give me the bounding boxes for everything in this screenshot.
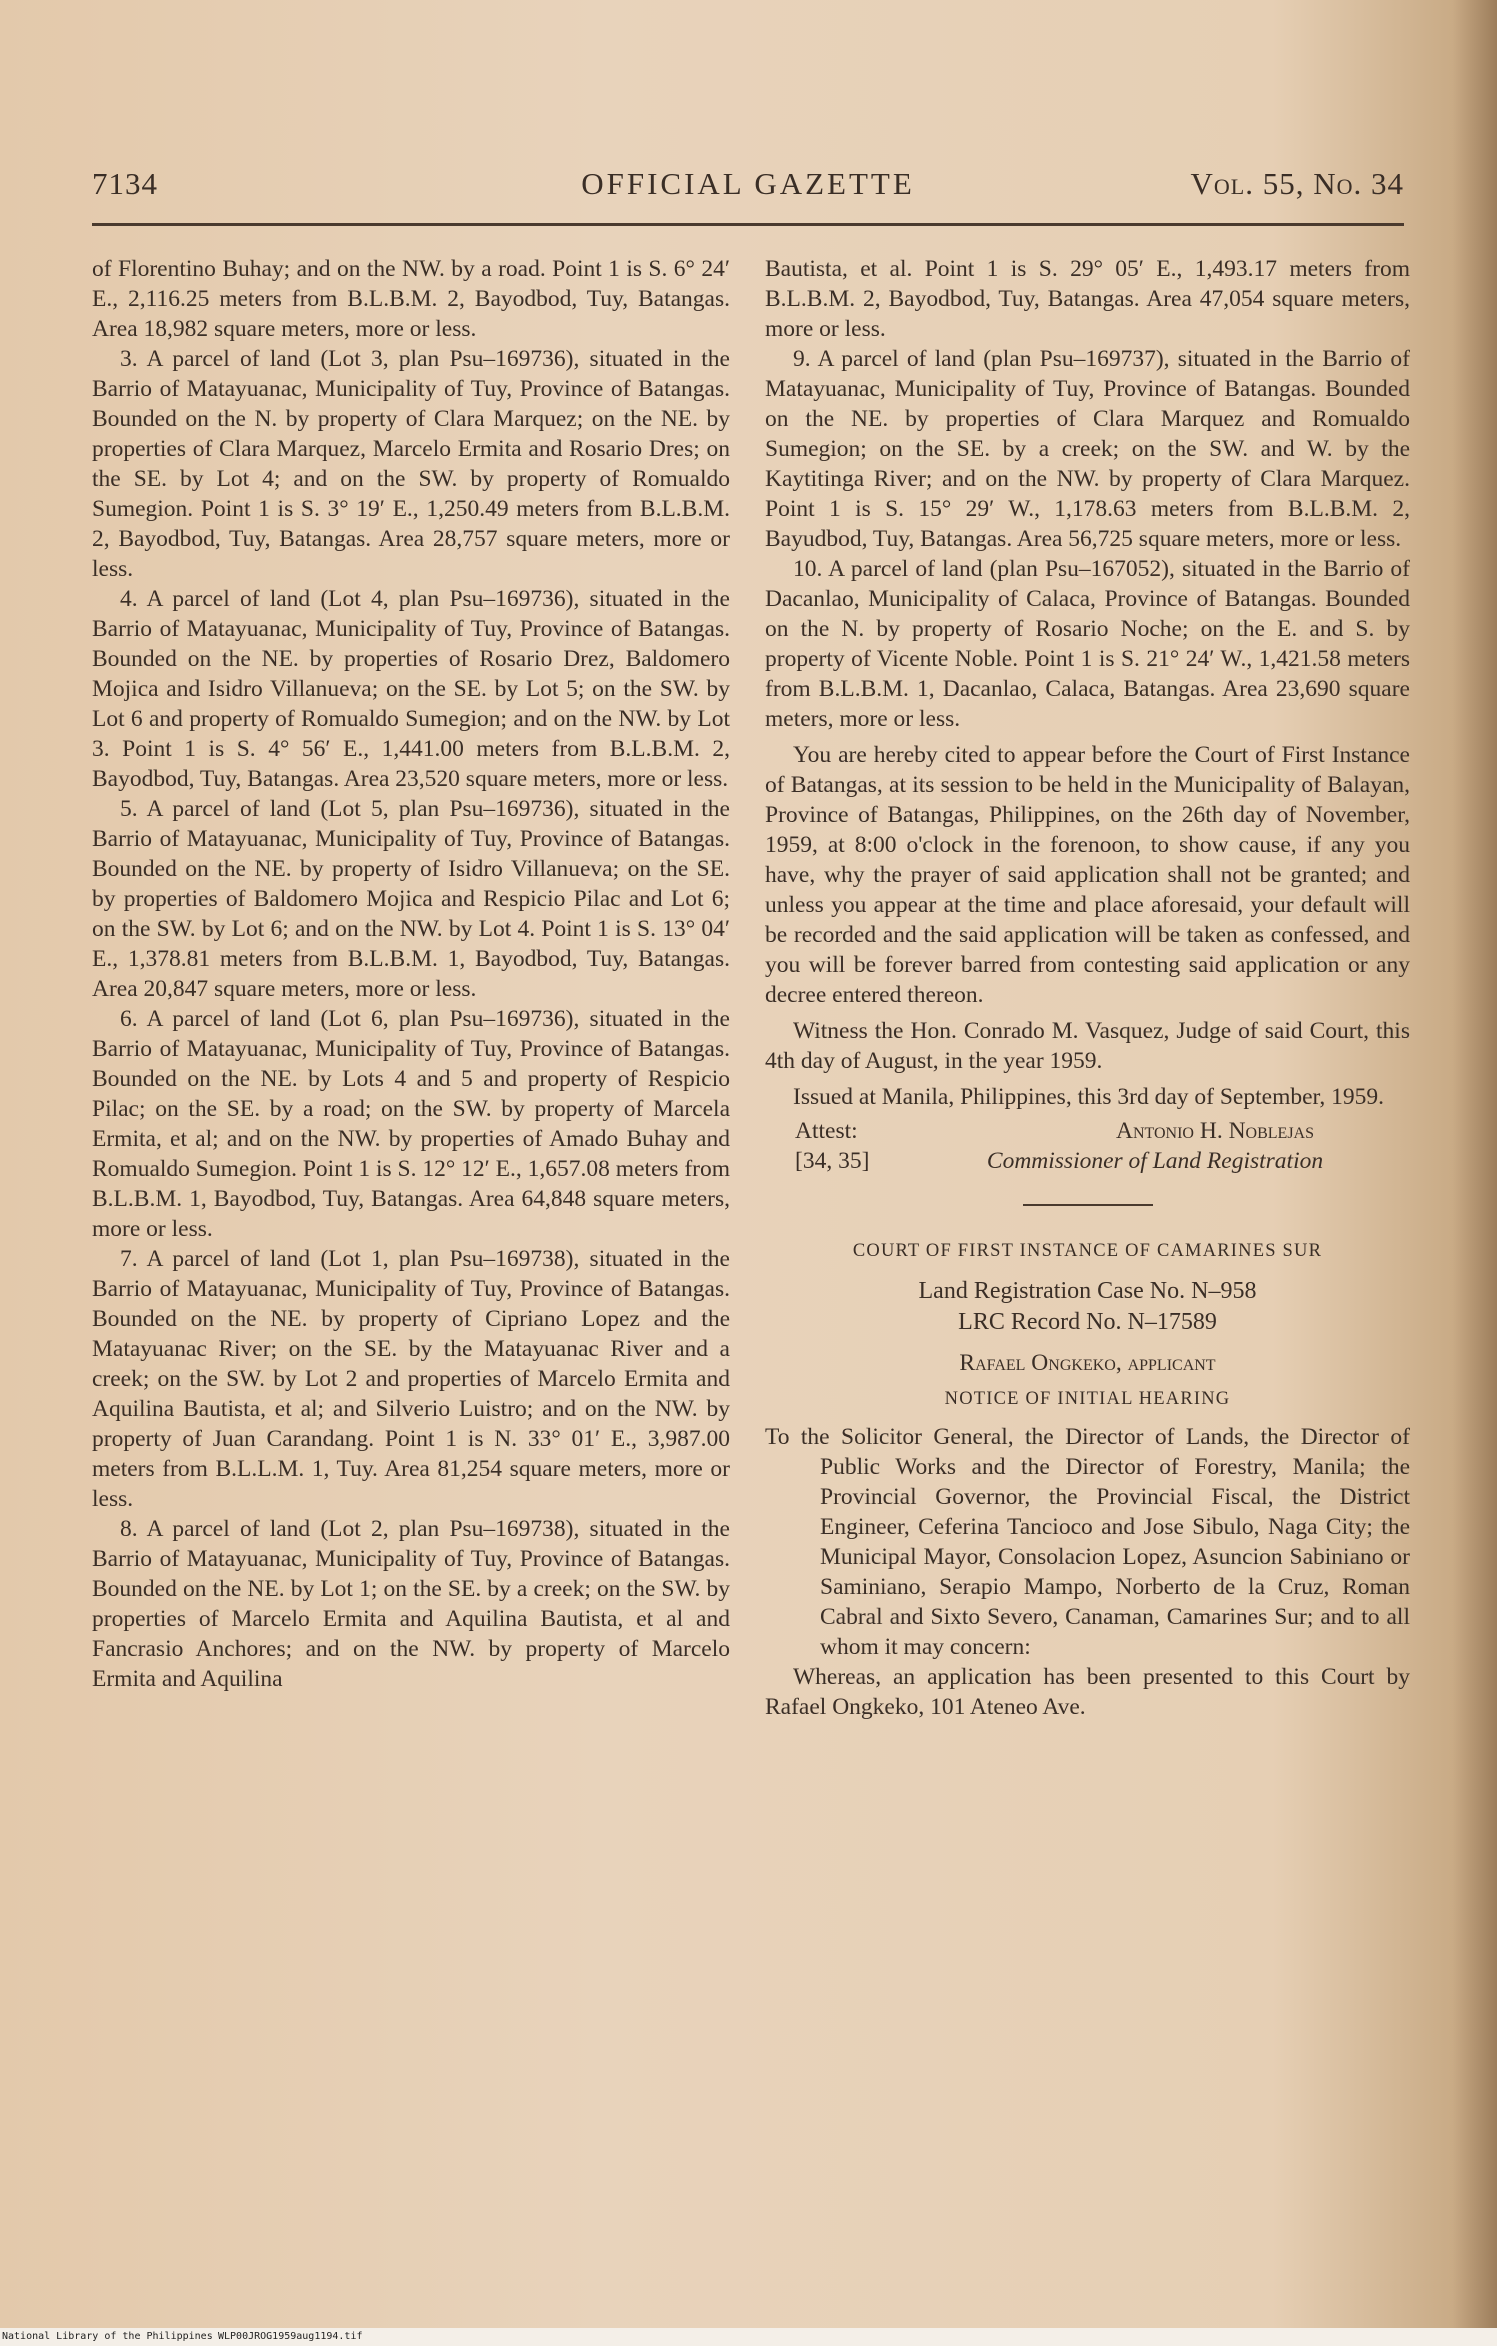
volume-info: Vol. 55, No. 34	[1190, 166, 1404, 201]
whereas-paragraph: Whereas, an application has been presented to this Court by Rafael Ongkeko, 101 Ateneo Ave.	[765, 1664, 1410, 1720]
notice-address: To the Solicitor General, the Director of Lands, the Director of Public Works and the Director of Forestry, Manila; the Provincial Governor, the Provincial Fiscal, the District Engineer, Ceferina Tancioco and Jose Sibulo, Naga City; the Municipal Mayor, Consolacion Lopez, Asuncion Sabiniano or Saminiano, Serapio Mampo, Norberto de la Cruz, Roman Cabral and Sixto Severo, Canaman, Camarines Sur; and to all whom it may concern:	[765, 1424, 1410, 1660]
header-rule	[92, 223, 1404, 226]
record-number: LRC Record No. N–17589	[958, 1309, 1217, 1335]
attest-title: Commissioner of Land Registration	[986, 1148, 1324, 1174]
right-column	[765, 254, 1410, 1722]
left-column	[92, 254, 730, 1694]
parcel-10: 10. A parcel of land (plan Psu–167052), situated in the Barrio of Dacanlao, Municipality of Calaca, Province of Batangas. Bounded on the N. by property of Rosario Noche; on the E. and S. by property of Vicente Noble. Point 1 is S. 21° 24′ W., 1,421.58 meters from B.L.B.M. 1, Dacanlao, Calaca, Batangas. Area 23,690 square meters, more or less.	[765, 556, 1410, 732]
page-number: 7134	[92, 166, 158, 201]
parcel-6: 6. A parcel of land (Lot 6, plan Psu–169736), situated in the Barrio of Matayuanac, Municipality of Tuy, Province of Batangas. Bounded on the NE. by Lots 4 and 5 and property of Respicio Pilac; on the SE. by a road; on the SW. by property of Marcela Ermita, et al; and on the NW. by properties of Amado Buhay and Romualdo Sumegion. Point 1 is S. 12° 12′ E., 1,657.08 meters from B.L.B.M. 1, Bayodbod, Tuy, Batangas. Area 64,848 square meters, more or less.	[92, 1006, 730, 1242]
notice-heading: NOTICE OF INITIAL HEARING	[944, 1389, 1231, 1409]
applicant-line: Rafael Ongkeko, applicant	[959, 1350, 1216, 1376]
parcel-4: 4. A parcel of land (Lot 4, plan Psu–169736), situated in the Barrio of Matayuanac, Municipality of Tuy, Province of Batangas. Bounded on the NE. by properties of Rosario Drez, Baldomero Mojica and Isidro Villanueva; on the SE. by Lot 5; on the SW. by Lot 6 and property of Romualdo Sumegion; and on the NW. by Lot 3. Point 1 is S. 4° 56′ E., 1,441.00 meters from B.L.B.M. 2, Bayodbod, Tuy, Batangas. Area 23,520 square meters, more or less.	[92, 586, 730, 792]
footer-file-name: WLP00JROG1959aug1194.tif	[218, 2331, 363, 2342]
issue-reference: [34, 35]	[795, 1148, 870, 1174]
paragraph-continuation: Bautista, et al. Point 1 is S. 29° 05′ E., 1,493.17 meters from B.L.B.M. 2, Bayodbod, Tuy, Batangas. Area 47,054 square meters, more or less.	[765, 256, 1410, 342]
parcel-7: 7. A parcel of land (Lot 1, plan Psu–169738), situated in the Barrio of Matayuanac, Municipality of Tuy, Province of Batangas. Bounded on the NE. by property of Cipriano Lopez and the Matayuanac River; on the SE. by the Matayuanac River and a creek; on the SW. by Lot 2 and properties of Marcelo Ermita and Aquilina Bautista, et al; and Silverio Luistro; and on the NW. by property of Juan Carandang. Point 1 is N. 33° 01′ E., 3,987.00 meters from B.L.L.M. 1, Tuy. Area 81,254 square meters, more or less.	[92, 1246, 730, 1512]
parcel-3: 3. A parcel of land (Lot 3, plan Psu–169736), situated in the Barrio of Matayuanac, Municipality of Tuy, Province of Batangas. Bounded on the N. by property of Clara Marquez; on the NE. by properties of Clara Marquez, Marcelo Ermita and Rosario Dres; on the SE. by Lot 4; and on the SW. by property of Romualdo Sumegion. Point 1 is S. 3° 19′ E., 1,250.49 meters from B.L.B.M. 2, Bayodbod, Tuy, Batangas. Area 28,757 square meters, more or less.	[92, 346, 730, 582]
parcel-8: 8. A parcel of land (Lot 2, plan Psu–169738), situated in the Barrio of Matayuanac, Municipality of Tuy, Province of Batangas. Bounded on the NE. by Lot 1; on the SE. by a creek; on the SW. by properties of Marcelo Ermita and Aquilina Bautista, et al and Fancrasio Anchores; and on the NW. by property of Marcelo Ermita and Aquilina	[92, 1516, 730, 1692]
gazette-title: OFFICIAL GAZETTE	[581, 166, 915, 201]
parcel-5: 5. A parcel of land (Lot 5, plan Psu–169736), situated in the Barrio of Matayuanac, Municipality of Tuy, Province of Batangas. Bounded on the NE. by property of Isidro Villanueva; on the SE. by properties of Baldomero Mojica and Respicio Pilac and Lot 6; on the SW. by Lot 6; and on the NW. by Lot 4. Point 1 is S. 13° 04′ E., 1,378.81 meters from B.L.B.M. 1, Bayodbod, Tuy, Batangas. Area 20,847 square meters, more or less.	[92, 796, 730, 1002]
case-number: Land Registration Case No. N–958	[918, 1278, 1257, 1304]
footer-library-credit: National Library of the Philippines	[2, 2331, 213, 2342]
issued-paragraph: Issued at Manila, Philippines, this 3rd day of September, 1959.	[793, 1084, 1385, 1110]
section-divider	[1023, 1204, 1153, 1206]
witness-paragraph: Witness the Hon. Conrado M. Vasquez, Judge of said Court, this 4th day of August, in the year 1959.	[765, 1018, 1410, 1074]
attest-block	[765, 1116, 1410, 1180]
parcel-9: 9. A parcel of land (plan Psu–169737), situated in the Barrio of Matayuanac, Municipality of Tuy, Province of Batangas. Bounded on the NE. by properties of Clara Marquez and Romualdo Sumegion; on the SE. by a creek; on the SW. and W. by the Kaytitinga River; and on the NW. by property of Clara Marquez. Point 1 is S. 15° 29′ W., 1,178.63 meters from B.L.B.M. 2, Bayudbod, Tuy, Batangas. Area 56,725 square meters, more or less.	[765, 346, 1410, 552]
paragraph-continuation: of Florentino Buhay; and on the NW. by a road. Point 1 is S. 6° 24′ E., 2,116.25 meters from B.L.B.M. 2, Bayodbod, Tuy, Batangas. Area 18,982 square meters, more or less.	[92, 256, 730, 342]
court-heading: COURT OF FIRST INSTANCE OF CAMARINES SUR	[852, 1241, 1323, 1261]
page-header	[92, 166, 1404, 210]
citation-paragraph: You are hereby cited to appear before the Court of First Instance of Batangas, at its session to be held in the Municipality of Balayan, Province of Batangas, Philippines, on the 26th day of November, 1959, at 8:00 o'clock in the forenoon, to show cause, if any you have, why the prayer of said application shall not be granted; and unless you appear at the time and place aforesaid, your default will be recorded and the said application will be taken as confessed, and you will be forever barred from contesting said application or any decree entered thereon.	[765, 742, 1410, 1008]
attest-label: Attest:	[795, 1118, 858, 1144]
attest-signatory: Antonio H. Noblejas	[1115, 1118, 1315, 1144]
scan-footer	[0, 2328, 1497, 2346]
